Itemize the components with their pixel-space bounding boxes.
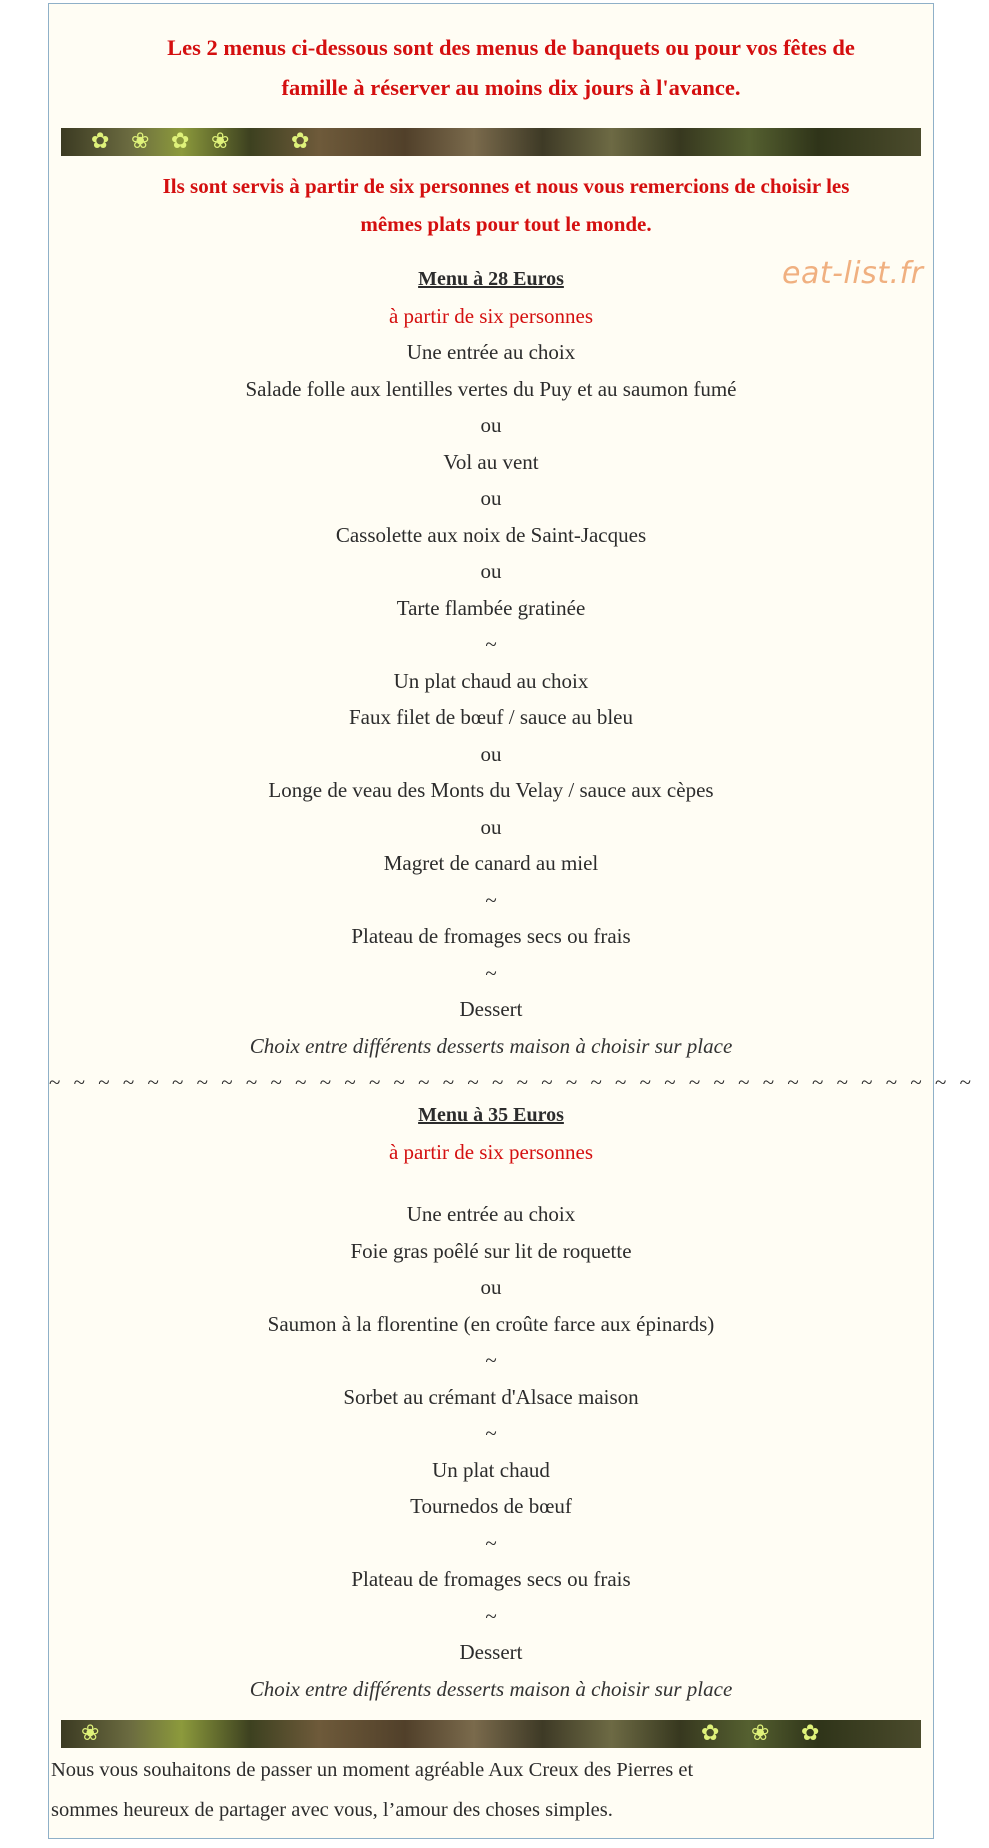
menu-line: Vol au vent — [443, 449, 539, 474]
menu-line: Une entrée au choix — [406, 340, 576, 364]
leaf-icon: ✿ — [291, 129, 310, 154]
decorative-photo-band-bottom — [61, 1720, 921, 1748]
menu-line: Sorbet au crémant d'Alsace maison — [343, 1384, 639, 1409]
leaf-icon: ❀ — [81, 1721, 100, 1746]
menu-line: Un plat chaud — [432, 1457, 550, 1482]
menu-line: Plateau de fromages secs ou frais — [351, 1567, 631, 1591]
menu-subtitle: à partir de six personnes — [388, 303, 594, 328]
dessert-note: Choix entre différents desserts maison à choisir sur place — [249, 1676, 733, 1701]
menu-line: ou — [480, 814, 502, 839]
intro-banquet-notice — [49, 28, 933, 108]
menu-line: Foie gras poêlé sur lit de roquette — [350, 1238, 632, 1263]
menu-35-euros — [49, 1097, 933, 1707]
closing-line-2: sommes heureux de partager avec vous, l’amour des choses simples. — [51, 1799, 613, 1821]
leaf-icon: ✿ — [171, 129, 190, 154]
menu-line: Salade folle aux lentilles vertes du Puy et au saumon fumé — [245, 376, 737, 401]
menu-line: Saumon à la florentine (en croûte farce aux épinards) — [267, 1311, 715, 1336]
intro-line-2: famille à réserver au moins dix jours à l'avance. — [281, 75, 741, 100]
menu-line: ~ — [485, 1421, 497, 1445]
menu-title: Menu à 28 Euros — [418, 268, 564, 290]
menu-line: Une entrée au choix — [406, 1202, 576, 1226]
menu-line: Dessert — [459, 1640, 523, 1664]
closing-line-1: Nous vous souhaitons de passer un moment agréable Aux Creux des Pierres et — [51, 1759, 694, 1781]
menu-line: ou — [480, 413, 502, 437]
menu-line: ~ — [485, 1530, 497, 1555]
menu-page — [48, 3, 975, 1839]
menu-line: ~ — [485, 1348, 497, 1372]
intro-line-4: mêmes plats pour tout le monde. — [360, 212, 652, 236]
leaf-icon: ✿ — [801, 1721, 820, 1746]
watermark: eat-list.fr — [782, 256, 924, 291]
menu-line: ou — [480, 486, 502, 510]
menu-title: Menu à 35 Euros — [418, 1104, 564, 1126]
menu-line: ~ — [485, 960, 497, 985]
leaf-icon: ❀ — [211, 129, 230, 154]
decorative-photo-band-top — [61, 128, 921, 156]
menu-line: ou — [480, 1275, 502, 1299]
menu-line: Dessert — [459, 997, 523, 1021]
menu-line: ~ — [485, 1603, 497, 1628]
dessert-note: Choix entre différents desserts maison à choisir sur place — [249, 1033, 733, 1058]
menu-line: Un plat chaud au choix — [393, 668, 589, 693]
intro-line-1: Les 2 menus ci-dessous sont des menus de banquets ou pour vos fêtes de — [167, 35, 855, 60]
menu-line: Tarte flambée gratinée — [396, 595, 586, 620]
menu-line: Magret de canard au miel — [383, 851, 599, 875]
menu-line: ou — [480, 741, 502, 766]
menu-line: Plateau de fromages secs ou frais — [351, 924, 631, 948]
leaf-icon: ✿ — [701, 1721, 720, 1746]
menu-separator: ~ ~ ~ ~ ~ ~ ~ ~ ~ ~ ~ ~ ~ ~ ~ ~ ~ ~ ~ ~ ~ ~ ~ ~ ~ ~ ~ ~ ~ ~ ~ ~ ~ ~ ~ ~ ~ ~ — [49, 1070, 975, 1094]
menu-28-euros — [49, 261, 933, 1064]
leaf-icon: ❀ — [751, 1721, 770, 1746]
menu-line: ~ — [485, 632, 497, 656]
leaf-icon: ✿ — [91, 129, 110, 154]
menu-line: Longe de veau des Monts du Velay / sauce aux cèpes — [268, 778, 714, 802]
menu-subtitle: à partir de six personnes — [388, 1139, 594, 1164]
intro-serving-notice — [49, 167, 933, 243]
menu-line: Faux filet de bœuf / sauce au bleu — [349, 705, 633, 729]
menu-line: Cassolette aux noix de Saint-Jacques — [335, 522, 647, 547]
leaf-icon: ❀ — [131, 129, 150, 154]
closing-message — [51, 1750, 911, 1830]
menu-line: ~ — [485, 887, 497, 912]
menu-line: Tournedos de bœuf — [410, 1494, 572, 1518]
intro-line-3: Ils sont servis à partir de six personnes et nous vous remercions de choisir les — [162, 174, 850, 198]
menu-line: ou — [480, 559, 502, 583]
